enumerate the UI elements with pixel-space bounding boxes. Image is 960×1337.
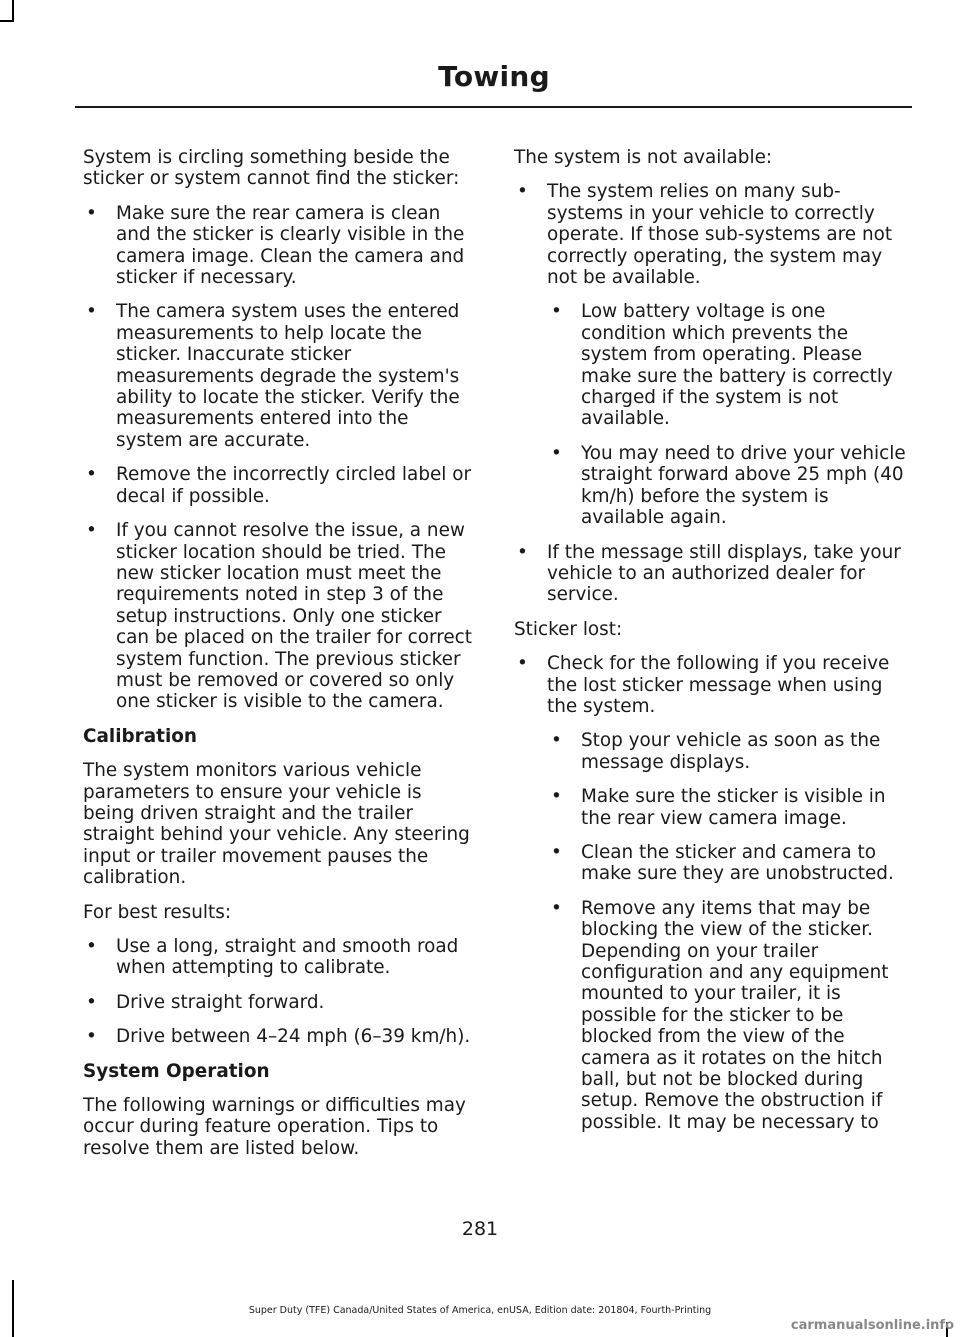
sub-list-item: • Clean the sticker and camera to make sure they are unobstructed. bbox=[548, 842, 908, 885]
watermark: carmanualsonline.info bbox=[790, 1318, 954, 1333]
sub-list bbox=[547, 730, 908, 1133]
list-item: • If you cannot resolve the issue, a new sticker location should be tried. The new sticker location must meet the requirements noted in step 3 of the setup instructions. Only one sticker can be placed on the trailer for correct system function. The previous sticker must be removed or covered so only one sticker is visible to the camera. bbox=[83, 520, 475, 713]
header-rule bbox=[75, 106, 912, 108]
list-item bbox=[514, 653, 908, 1133]
page-title: Towing bbox=[438, 60, 550, 93]
operation-paragraph: The following warnings or difficulties may occur during feature operation. Tips to resolve them are listed below. bbox=[83, 1095, 466, 1159]
sub-list-item: • Stop your vehicle as soon as the message displays. bbox=[548, 730, 908, 773]
list-item: • Make sure the rear camera is clean and the sticker is clearly visible in the camera image. Clean the camera and sticker if necessary. bbox=[83, 203, 475, 289]
list-item: • Remove the incorrectly circled label or decal if possible. bbox=[83, 464, 475, 507]
footer-text: Super Duty (TFE) Canada/United States of America, enUSA, Edition date: 201804, Fourth-Printing bbox=[248, 1305, 712, 1316]
calibration-heading: Calibration bbox=[83, 725, 197, 747]
intro-paragraph: System is circling something beside the sticker or system cannot find the sticker: bbox=[83, 147, 460, 190]
crop-mark-top-left-h bbox=[0, 20, 14, 22]
calibration-paragraph: The system monitors various vehicle parameters to ensure your vehicle is being driven straight and the trailer straight behind your vehicle. Any steering input or trailer movement pauses the calibration. bbox=[83, 760, 470, 889]
list-item: • Drive straight forward. bbox=[83, 992, 475, 1013]
list-item bbox=[514, 181, 908, 528]
page-number: 281 bbox=[461, 1218, 499, 1240]
not-available-label: The system is not available: bbox=[514, 147, 773, 168]
sub-list bbox=[547, 301, 908, 528]
crop-mark-top-left-v bbox=[12, 0, 14, 22]
sub-list-item: • Make sure the sticker is visible in the rear view camera image. bbox=[548, 786, 908, 829]
sticker-lost-label: Sticker lost: bbox=[514, 618, 623, 640]
list-item: • Drive between 4–24 mph (6–39 km/h). bbox=[83, 1026, 475, 1047]
list-item: • If the message still displays, take your vehicle to an authorized dealer for service. bbox=[514, 542, 908, 606]
best-results-label: For best results: bbox=[83, 901, 232, 923]
list-item-text: The system relies on many sub-systems in your vehicle to correctly operate. If those sub-systems are not correctly operating, the system may not be available. bbox=[547, 181, 893, 289]
operation-heading: System Operation bbox=[83, 1060, 270, 1082]
list-item: • Use a long, straight and smooth road when attempting to calibrate. bbox=[83, 936, 475, 979]
sub-list-item: • You may need to drive your vehicle straight forward above 25 mph (40 km/h) before the system is available again. bbox=[548, 443, 908, 529]
sub-list-item: • Remove any items that may be blocking the view of the sticker. Depending on your trailer configuration and any equipment mounted to your trailer, it is possible for the sticker to be blocked from the view of the camera as it rotates on the hitch ball, but not be blocked during setup. Remove the obstruction if possible. It may be necessary to bbox=[548, 898, 908, 1133]
right-column bbox=[514, 147, 908, 1146]
list-item-text: Check for the following if you receive the lost sticker message when using the system. bbox=[547, 653, 890, 717]
list-item: • The camera system uses the entered measurements to help locate the sticker. Inaccurate sticker measurements degrade the system's ability to locate the sticker. Verify the measurements entered into the system are accurate. bbox=[83, 301, 475, 451]
left-column bbox=[83, 147, 475, 1172]
sub-list-item: • Low battery voltage is one condition which prevents the system from operating. Please make sure the battery is correctly charged if the system is not available. bbox=[548, 301, 908, 429]
